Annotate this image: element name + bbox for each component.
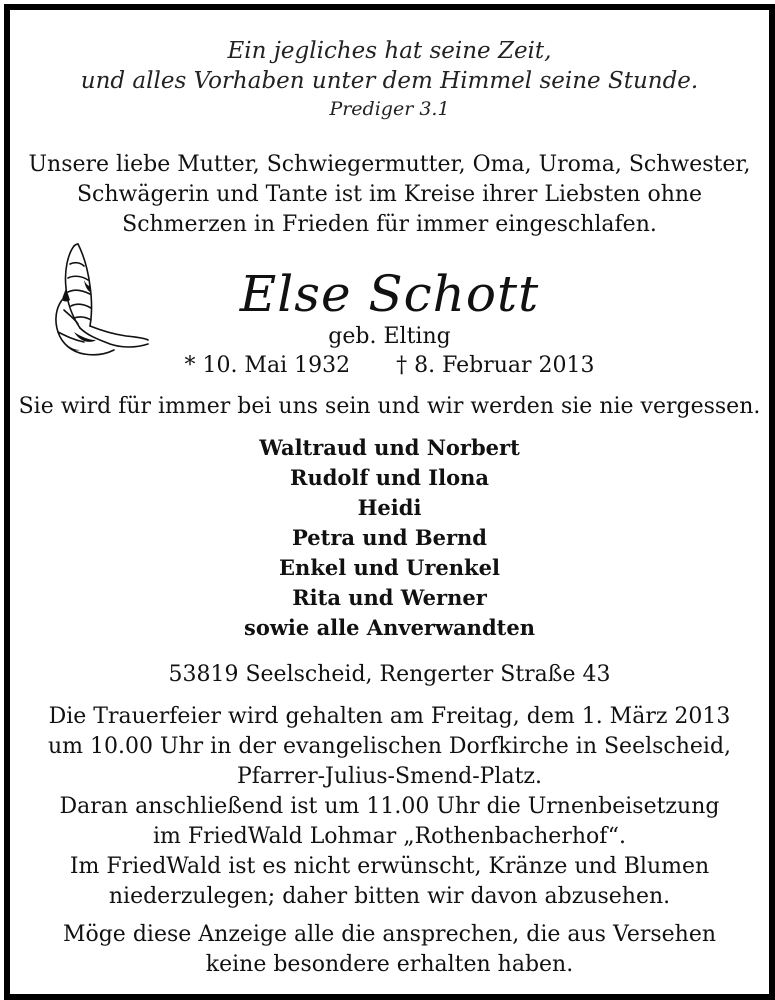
- verse-source: Prediger 3.1: [329, 98, 450, 120]
- service-line-7: niederzulegen; daher bitten wir davon abzusehen.: [108, 884, 671, 909]
- address: 53819 Seelscheid, Rengerter Straße 43: [168, 662, 611, 687]
- intro-line-2: Schwägerin und Tante ist im Kreise ihrer Liebsten ohne: [76, 182, 703, 207]
- life-dates: [10, 352, 769, 380]
- service-line-3: Pfarrer-Julius-Smend-Platz.: [236, 764, 543, 789]
- bible-verse: [10, 36, 769, 122]
- verse-line-1: Ein jegliches hat seine Zeit,: [227, 38, 552, 64]
- service-details: [10, 702, 769, 912]
- mourner-item: Rudolf und Ilona: [290, 465, 489, 490]
- intro-text: [10, 150, 769, 240]
- service-line-2: um 10.00 Uhr in der evangelischen Dorfkirche in Seelscheid,: [47, 734, 732, 759]
- birth-date: * 10. Mai 1932: [184, 353, 351, 378]
- intro-line-3: Schmerzen in Frieden für immer eingeschlafen.: [122, 212, 657, 237]
- obituary-notice: [4, 4, 775, 1000]
- mourner-item: sowie alle Anverwandten: [244, 615, 535, 640]
- mourner-item: Enkel und Urenkel: [279, 555, 500, 580]
- closing-line-1: Möge diese Anzeige alle die ansprechen, die aus Versehen: [62, 922, 717, 947]
- memory-line: Sie wird für immer bei uns sein und wir werden sie nie vergessen.: [18, 394, 761, 419]
- mourner-item: Petra und Bernd: [292, 525, 487, 550]
- deceased-name: Else Schott: [239, 265, 540, 323]
- service-line-5: im FriedWald Lohmar „Rothenbacherhof“.: [152, 824, 627, 849]
- mourners-list: [10, 433, 769, 643]
- service-line-4: Daran anschließend ist um 11.00 Uhr die Urnenbeisetzung: [59, 794, 720, 819]
- closing-note: [10, 920, 769, 980]
- closing-line-2: keine besondere erhalten haben.: [205, 952, 574, 977]
- death-date: † 8. Februar 2013: [396, 353, 595, 378]
- verse-line-2: und alles Vorhaben unter dem Himmel seine Stunde.: [80, 68, 699, 94]
- mourner-item: Waltraud und Norbert: [259, 435, 520, 460]
- mourner-item: Heidi: [357, 495, 422, 520]
- maiden-name: geb. Elting: [328, 324, 451, 349]
- service-line-6: Im FriedWald ist es nicht erwünscht, Kränze und Blumen: [69, 854, 710, 879]
- service-line-1: Die Trauerfeier wird gehalten am Freitag, dem 1. März 2013: [48, 704, 731, 729]
- intro-line-1: Unsere liebe Mutter, Schwiegermutter, Oma, Uroma, Schwester,: [28, 152, 751, 177]
- mourner-item: Rita und Werner: [292, 585, 487, 610]
